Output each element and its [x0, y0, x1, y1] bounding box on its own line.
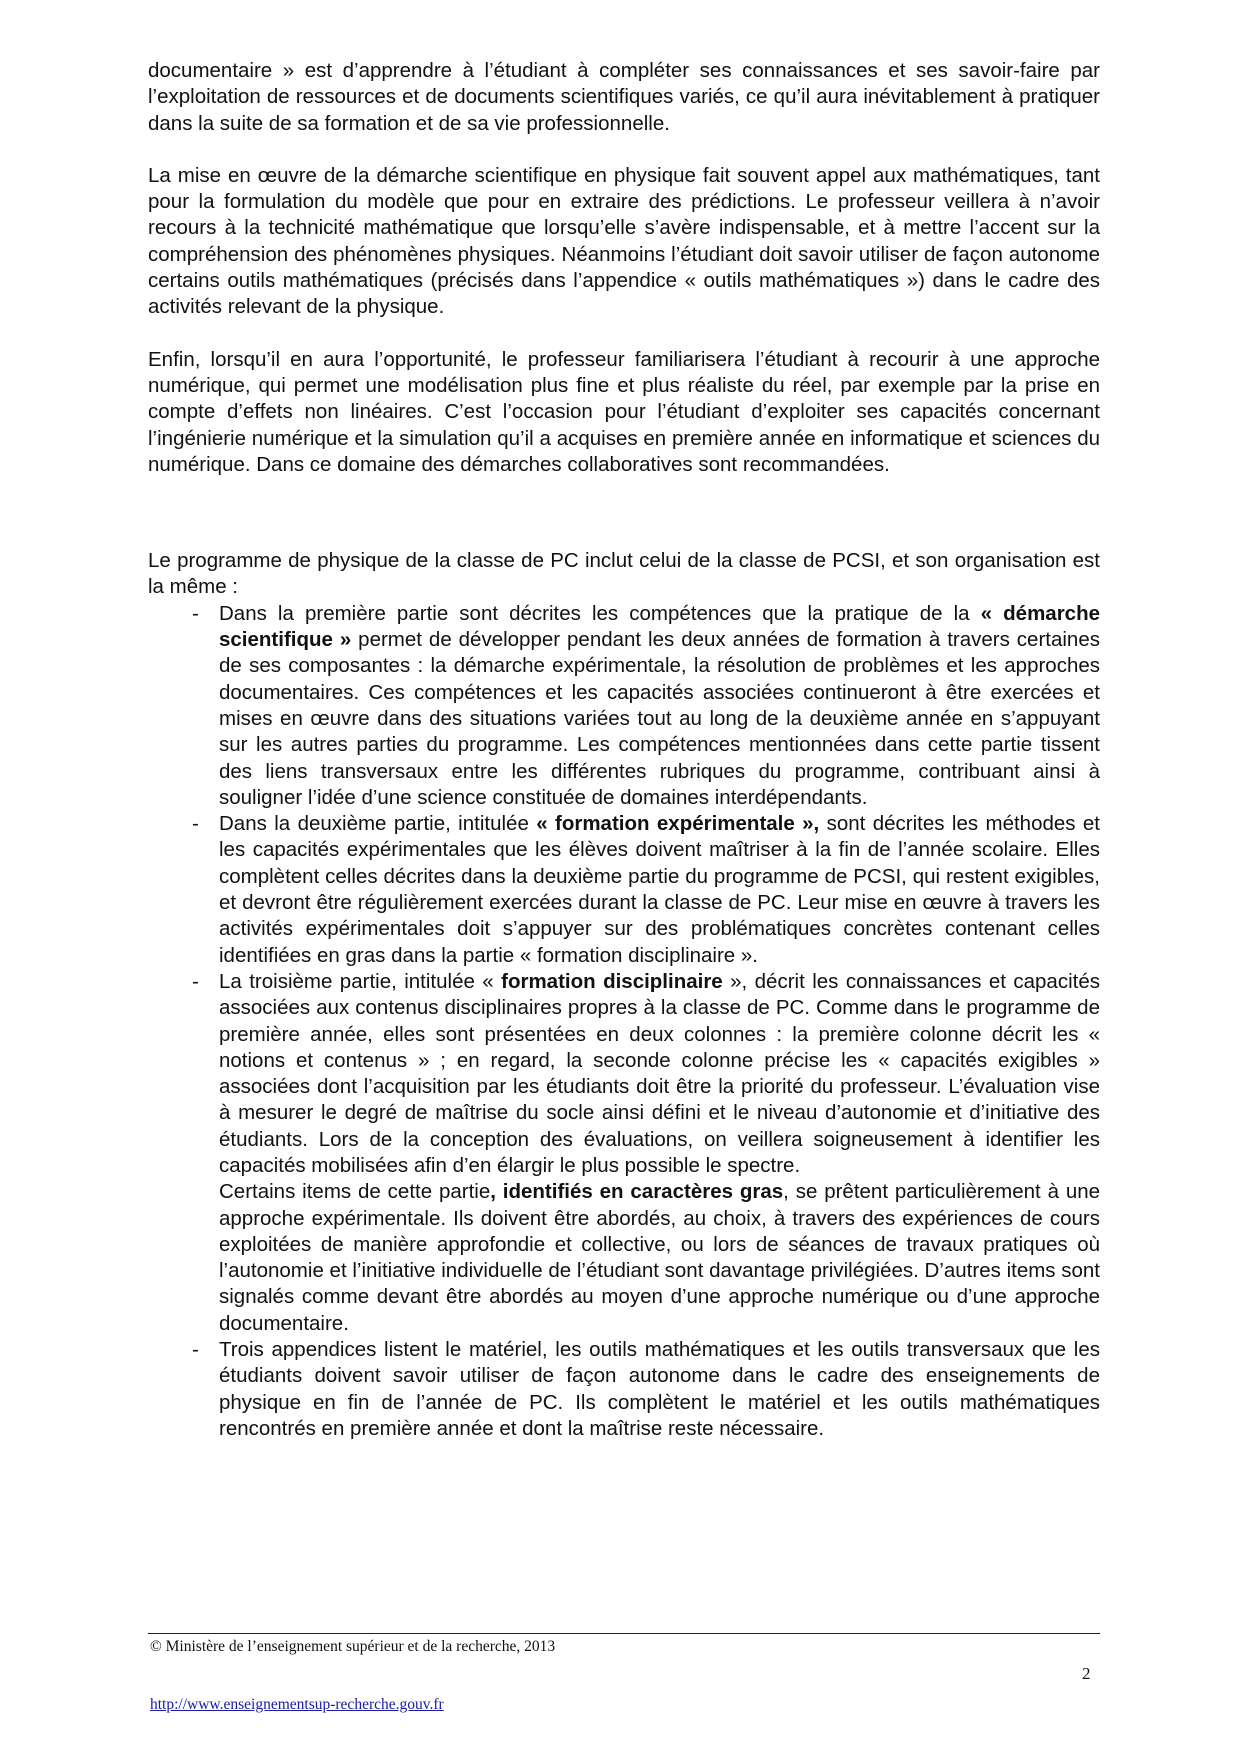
- item1-text-rest: permet de développer pendant les deux années de formation à travers certaines de ses composantes : la démarche expérimentale, la résolution de problèmes et les approches documentaires. Ces compétences et les capacités associées continueront à être exercées et mises en œuvre dans des situations variées tout au long de la deuxième année en s’appuyant sur les autres parties du programme. Les compétences mentionnées dans cette partie tissent des liens transversaux entre les différentes rubriques du programme, contribuant ainsi à souligner l’idée d’une science constituée de domaines interdépendants.: [219, 628, 1100, 809]
- programme-parts-list: [148, 601, 1100, 1443]
- item3-subparagraph: [219, 1179, 1100, 1337]
- list-dash: -: [192, 812, 199, 836]
- item4-text: Trois appendices listent le matériel, les outils mathématiques et les outils transversaux que les étudiants doivent savoir utiliser de façon autonome dans le cadre des enseignements de physique en fin de l’année de PC. Ils complètent le matériel et les outils mathématiques rencontrés en première année et dont la maîtrise reste nécessaire.: [219, 1338, 1100, 1440]
- item1-text: Dans la première partie sont décrites les compétences que la pratique de la: [219, 601, 981, 625]
- list-item: [148, 969, 1100, 1337]
- list-item: [148, 1337, 1100, 1442]
- item3-sub-bold: , identifiés en caractères gras: [490, 1180, 784, 1204]
- footer-copyright: © Ministère de l’enseignement supérieur et de la recherche, 2013: [150, 1638, 556, 1655]
- item3-text: La troisième partie, intitulée «: [219, 969, 502, 993]
- item1-bold: « démarche scientifique »: [219, 601, 1101, 652]
- footer-divider: [148, 1633, 1100, 1634]
- list-dash: -: [192, 1338, 199, 1362]
- item2-bold: « formation expérimentale »,: [536, 812, 820, 836]
- item2-text-rest: sont décrites les méthodes et les capacités expérimentales que les élèves doivent maîtriser à la fin de l’année scolaire. Elles complètent celles décrites dans la deuxième partie du programme de PCSI, qui restent exigibles, et devront être régulièrement exercées durant la classe de PC. Leur mise en œuvre à travers les activités expérimentales doit s’appuyer sur des problématiques concrètes contenant celles identifiées en gras dans la partie « formation disciplinaire ».: [219, 812, 1100, 967]
- list-dash: -: [192, 601, 199, 625]
- paragraph-programme-intro: Le programme de physique de la classe de PC inclut celui de la classe de PCSI, et son organisation est la même :: [148, 549, 1100, 599]
- body-text: [148, 58, 1100, 1442]
- paragraph-mathematiques: La mise en œuvre de la démarche scientifique en physique fait souvent appel aux mathématiques, tant pour la formulation du modèle que pour en extraire des prédictions. Le professeur veillera à n’avoir recours à la technicité mathématique que lorsqu’elle s’avère indispensable, et à mettre l’accent sur la compréhension des phénomènes physiques. Néanmoins l’étudiant doit savoir utiliser de façon autonome certains outils mathématiques (précisés dans l’appendice « outils mathématiques ») dans le cadre des activités relevant de la physique.: [148, 163, 1100, 319]
- item3-bold: formation disciplinaire: [501, 969, 723, 993]
- item3-sub-text: Certains items de cette partie: [219, 1180, 491, 1204]
- list-dash: -: [192, 969, 199, 993]
- item3-text-rest: », décrit les connaissances et capacités associées aux contenus disciplinaires propres à la classe de PC. Comme dans le programme de première année, elles sont présentées en deux colonnes : la première colonne décrit les « notions et contenus » ; en regard, la seconde colonne précise les « capacités exigibles » associées dont l’acquisition par les étudiants doit être la priorité du professeur. L’évaluation vise à mesurer le degré de maîtrise du socle ainsi défini et le niveau d’autonomie et d’initiative des étudiants. Lors de la conception des évaluations, on veillera soigneusement à identifier les capacités mobilisées afin d’en élargir le plus possible le spectre.: [219, 969, 1100, 1177]
- page-number: 2: [1082, 1664, 1091, 1683]
- list-item: [148, 601, 1100, 811]
- item2-text: Dans la deuxième partie, intitulée: [219, 812, 537, 836]
- paragraph-documentaire: documentaire » est d’apprendre à l’étudiant à compléter ses connaissances et ses savoir-faire par l’exploitation de ressources et de documents scientifiques variés, ce qu’il aura inévitablement à pratiquer dans la suite de sa formation et de sa vie professionnelle.: [148, 59, 1100, 135]
- list-item: [148, 811, 1100, 969]
- item3-sub-text-rest: , se prêtent particulièrement à une approche expérimentale. Ils doivent être abordés, au choix, à travers des expériences de cours exploitées de manière approfondie et collective, ou lors de séances de travaux pratiques où l’autonomie et l’initiative individuelle de l’étudiant sont davantage privilégiées. D’autres items sont signalés comme devant être abordés au moyen d’une approche numérique ou d’une approche documentaire.: [219, 1180, 1101, 1335]
- footer-website-link[interactable]: http://www.enseignementsup-recherche.gouv.fr: [150, 1696, 444, 1713]
- paragraph-approche-numerique: Enfin, lorsqu’il en aura l’opportunité, le professeur familiarisera l’étudiant à recourir à une approche numérique, qui permet une modélisation plus fine et plus réaliste du réel, par exemple par la prise en compte d’effets non linéaires. C’est l’occasion pour l’étudiant d’exploiter ses capacités concernant l’ingénierie numérique et la simulation qu’il a acquises en première année en informatique et sciences du numérique. Dans ce domaine des démarches collaboratives sont recommandées.: [148, 347, 1100, 476]
